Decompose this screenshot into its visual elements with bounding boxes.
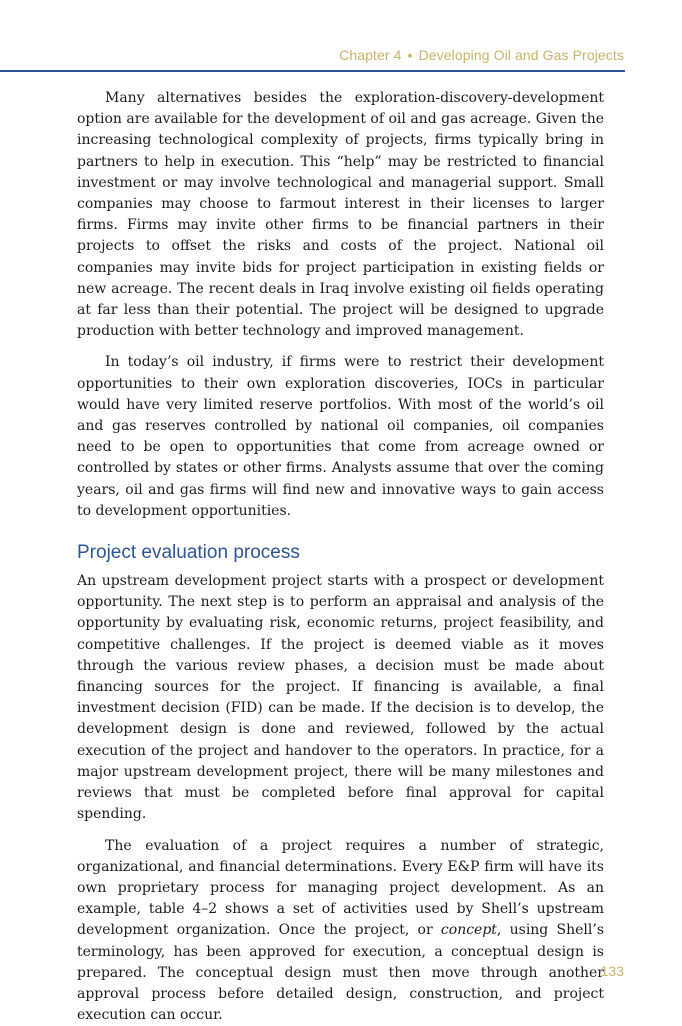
section-heading: Project evaluation process xyxy=(77,541,604,565)
section-paragraph-1: An upstream development project starts with a prospect or development opportunity. The next step is to perform an appraisal and analysis of the opportunity by evaluating risk, economic returns, project feasibility, and competitive challenges. If the project is deemed viable as it moves through the various review phases, a decision must be made about financing sources for the project. If financing is available, a final investment decision (FID) can be made. If the decision is to develop, the development design is done and reviewed, followed by the actual execution of the project and handover to the operators. In practice, for a major upstream development project, there will be many milestones and reviews that must be completed before final approval for capital spending. xyxy=(77,571,604,825)
chapter-title: Developing Oil and Gas Projects xyxy=(419,47,624,63)
section-paragraph-2 xyxy=(77,836,604,1026)
body-text xyxy=(77,88,604,1026)
concept-term: concept xyxy=(441,922,497,938)
chapter-label: Chapter 4 xyxy=(339,47,401,63)
paragraph-2-text-start: The evaluation of a project requires a number of strategic, organizational, and financial determinations. Every E&P firm will have its own proprietary process for managing project development. As an example, table 4–2 shows a set of activities used by Shell’s upstream development organization. Once the project, or xyxy=(77,838,604,939)
header-rule xyxy=(0,70,625,72)
page-number: 133 xyxy=(601,963,624,979)
intro-paragraph-2: In today’s oil industry, if firms were to restrict their development opportunities to their own exploration discoveries, IOCs in particular would have very limited reserve portfolios. With most of the world’s oil and gas reserves controlled by national oil companies, oil companies need to be open to opportunities that come from acreage owned or controlled by states or other firms. Analysts assume that over the coming years, oil and gas firms will find new and innovative ways to gain access to development opportunities. xyxy=(77,352,604,522)
header-bullet: • xyxy=(408,47,413,63)
intro-paragraph-1: Many alternatives besides the exploration-discovery-development option are available for the development of oil and gas acreage. Given the increasing technological complexity of projects, firms typically bring in partners to help in execution. This “help” may be restricted to financial investment or may involve technological and managerial support. Small companies may choose to farmout interest in their licenses to larger firms. Firms may invite other firms to be financial partners in their projects to offset the risks and costs of the project. National oil companies may invite bids for project participation in existing fields or new acreage. The recent deals in Iraq involve existing oil fields operating at far less than their potential. The project will be designed to upgrade production with better technology and improved management. xyxy=(77,88,604,342)
paragraph-2-text-end: , using Shell’s terminology, has been approved for execution, a conceptual design is prepared. The conceptual design must then move through another approval process before detailed design, construction, and project execution can occur. xyxy=(77,922,604,1023)
running-header xyxy=(339,47,624,63)
